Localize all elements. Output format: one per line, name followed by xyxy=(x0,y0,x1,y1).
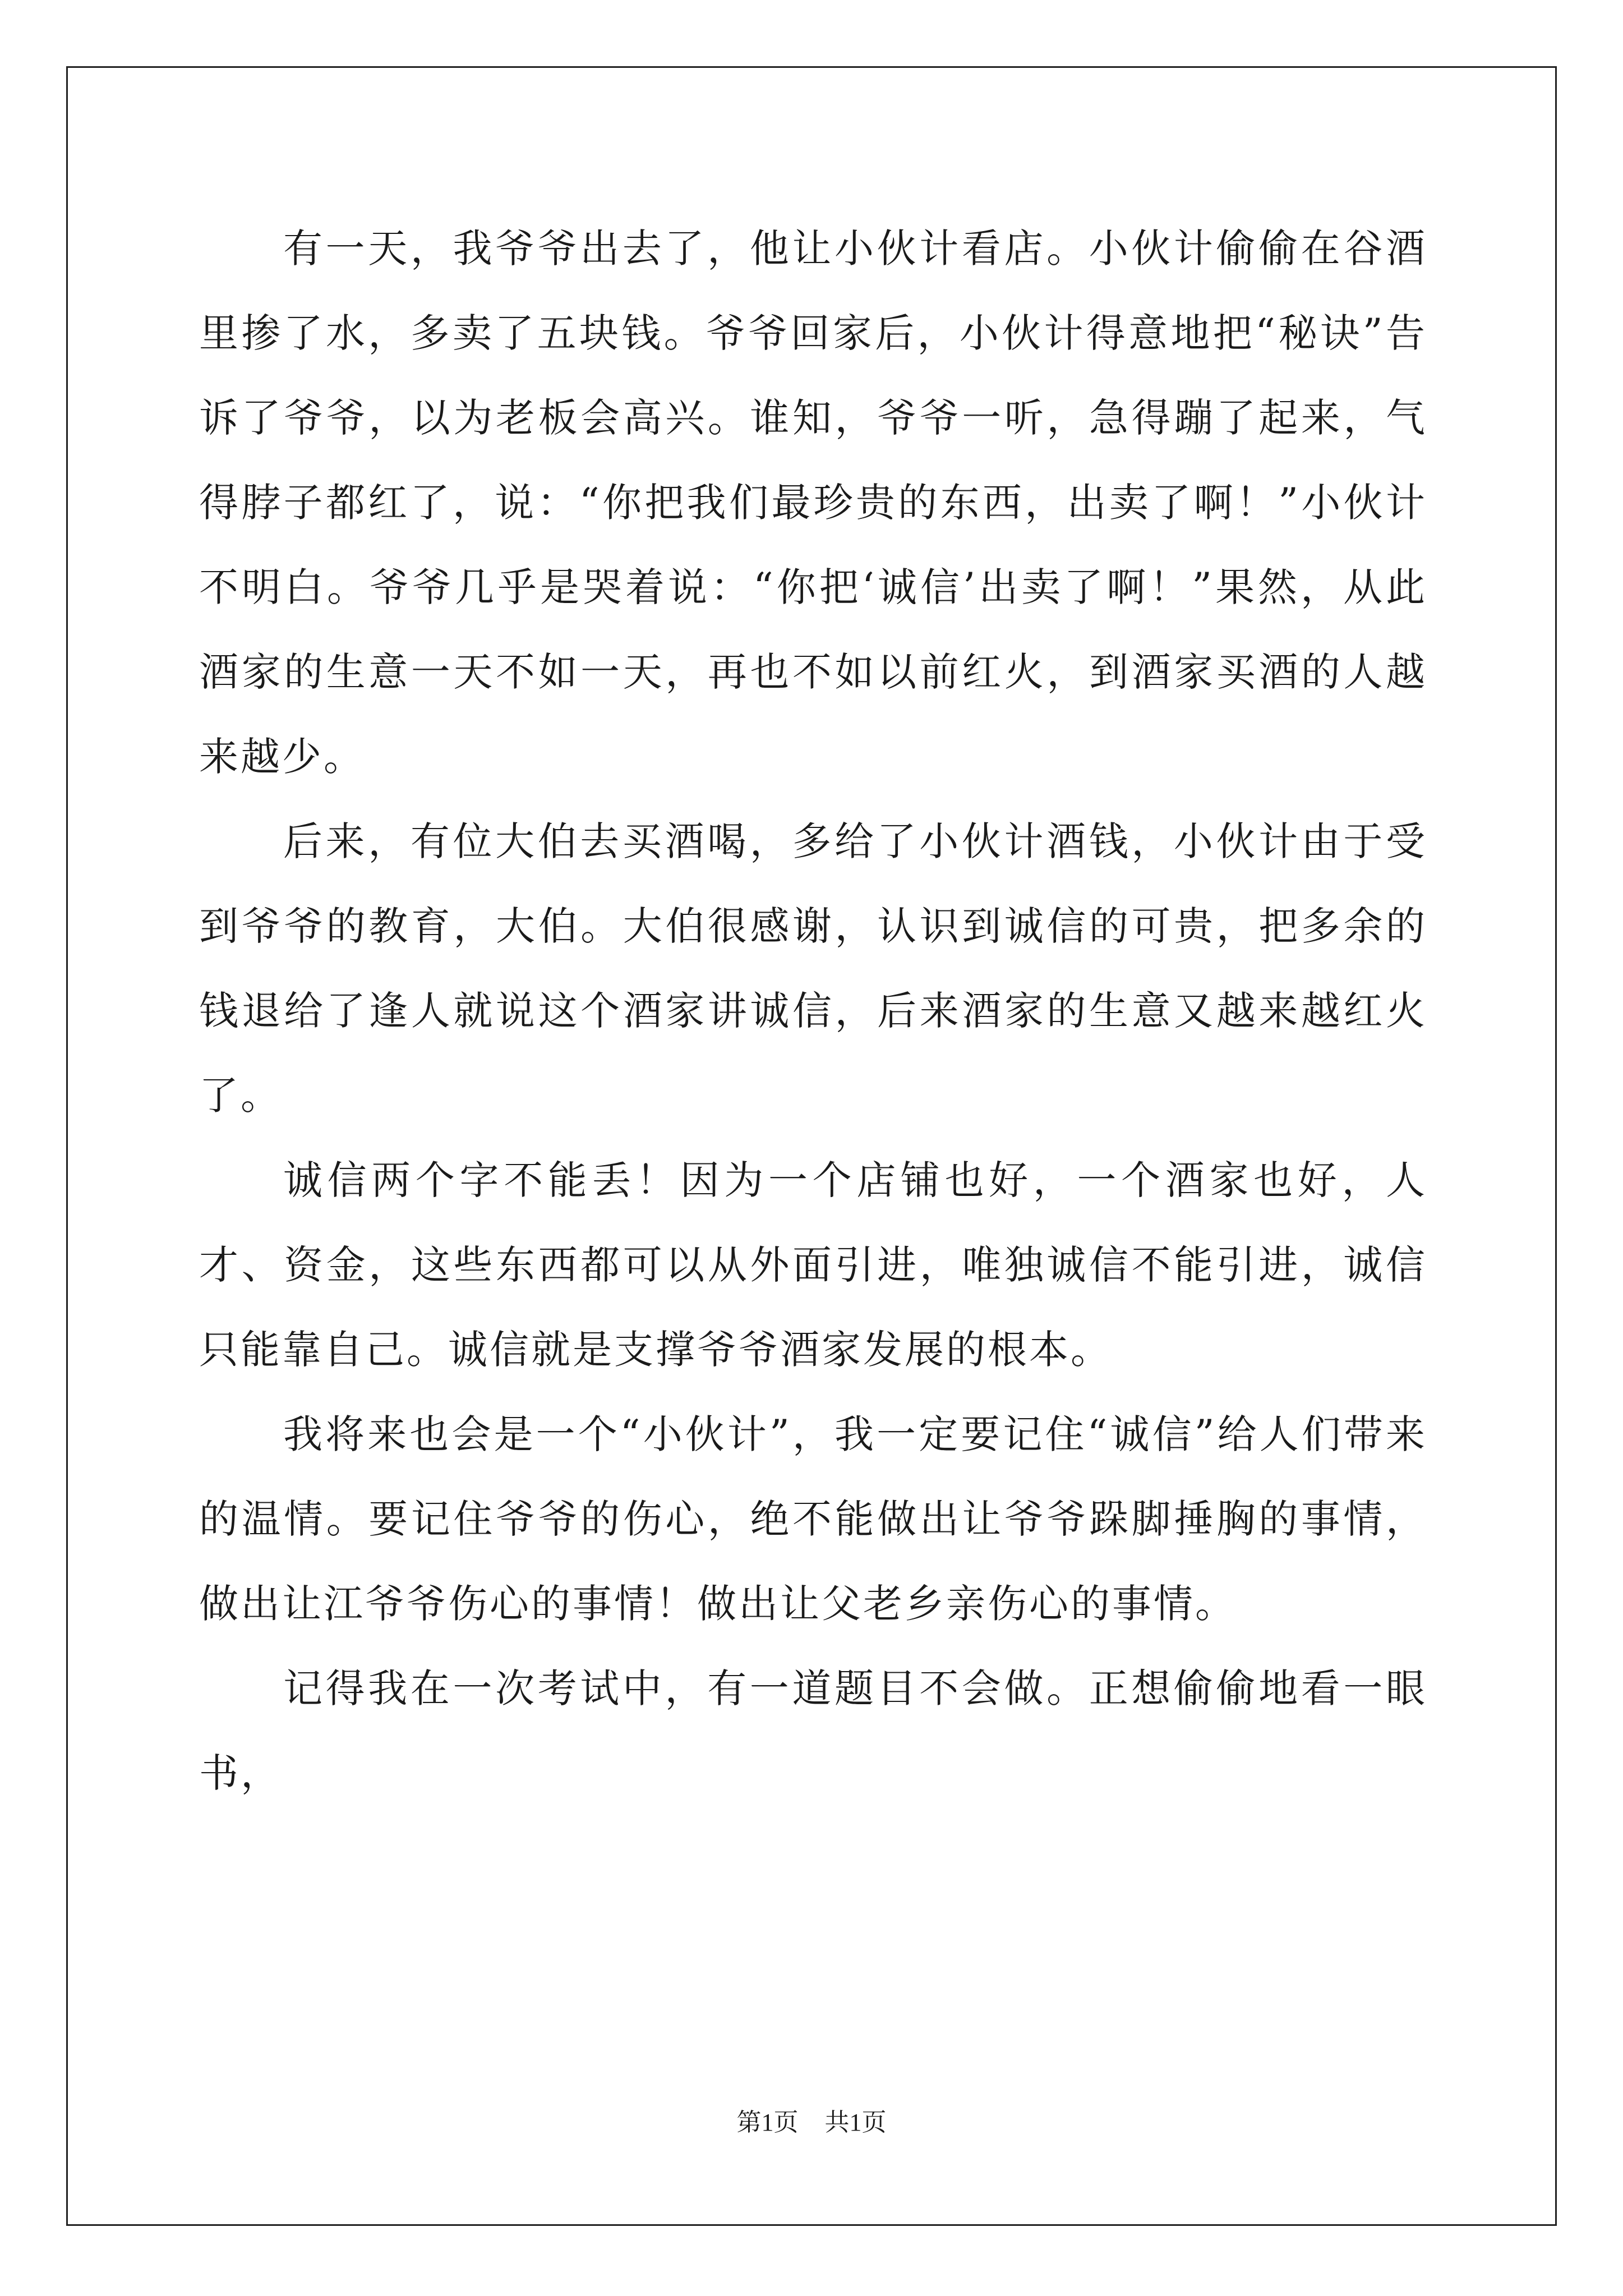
page-footer xyxy=(0,2102,1623,2138)
paragraph-1: 有一天，我爷爷出去了，他让小伙计看店。小伙计偷偷在谷酒里掺了水，多卖了五块钱。爷爷回家后，小伙计得意地把“秘诀”告诉了爷爷，以为老板会高兴。谁知，爷爷一听，急得蹦了起来，气得脖子都红了，说：“你把我们最珍贵的东西，出卖了啊！”小伙计不明白。爷爷几乎是哭着说：“你把‘诚信’出卖了啊！”果然，从此酒家的生意一天不如一天，再也不如以前红火，到酒家买酒的人越来越少。 xyxy=(199,226,1427,780)
paragraph-2: 后来，有位大伯去买酒喝，多给了小伙计酒钱，小伙计由于受到爷爷的教育，大伯。大伯很感谢，认识到诚信的可贵，把多余的钱退给了逢人就说这个酒家讲诚信，后来酒家的生意又越来越红火了。 xyxy=(199,818,1427,1119)
document-body xyxy=(199,206,1427,1816)
paragraph-4: 我将来也会是一个“小伙计”，我一定要记住“诚信”给人们带来的温情。要记住爷爷的伤心，绝不能做出让爷爷跺脚捶胸的事情，做出让江爷爷伤心的事情！做出让父老乡亲伤心的事情。 xyxy=(199,1411,1427,1627)
paragraph-5: 记得我在一次考试中，有一道题目不会做。正想偷偷地看一眼书， xyxy=(199,1665,1427,1796)
paragraph-3: 诚信两个字不能丢！因为一个店铺也好，一个酒家也好，人才、资金，这些东西都可以从外面引进，唯独诚信不能引进，诚信只能靠自己。诚信就是支撑爷爷酒家发展的根本。 xyxy=(199,1157,1427,1373)
page-number-total: 共1页 xyxy=(824,2109,887,2136)
page-number-current: 第1页 xyxy=(736,2109,799,2136)
